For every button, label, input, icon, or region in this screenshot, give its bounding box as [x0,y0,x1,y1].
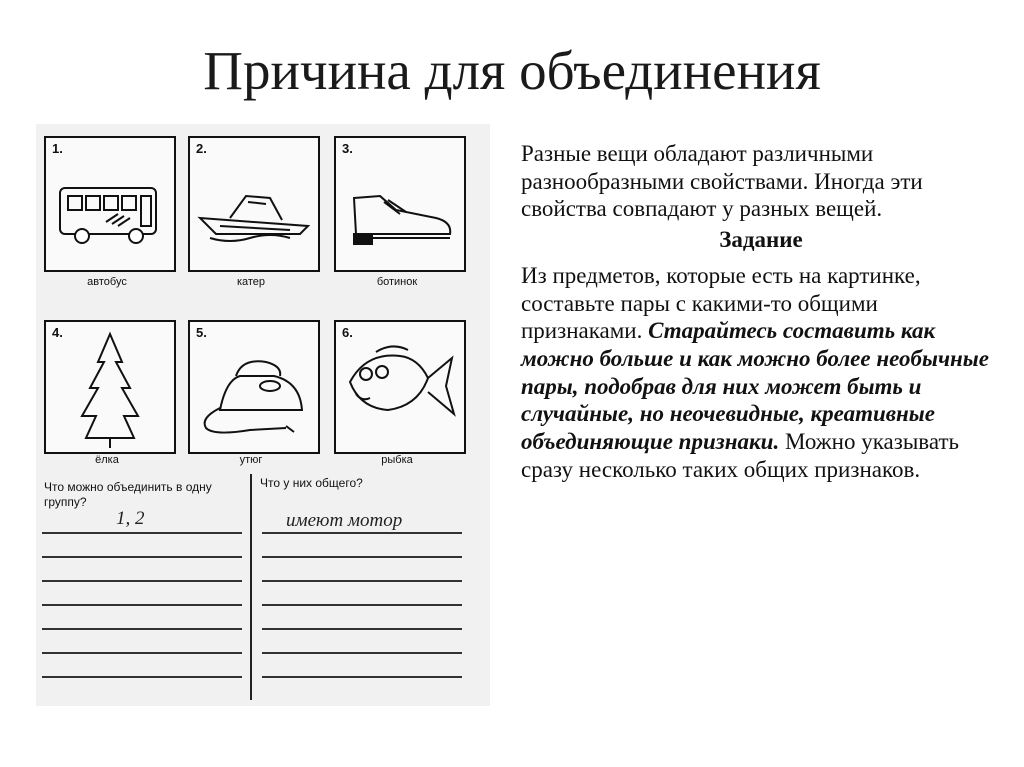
answer-line [42,556,242,558]
fir-tree-icon [46,322,174,452]
task-heading: Задание [719,227,803,253]
caption-fish: рыбка [381,454,413,466]
question-right: Что у них общего? [260,476,363,490]
cell-number: 4. [52,325,63,340]
intro-paragraph: Разные вещи обладают различными разнообразными свойствами. Иногда эти свойства совпадают у разных вещей. [521,141,923,222]
fish-icon [336,322,464,452]
slide-title: Причина для объединения [203,40,821,101]
task-text: Из предметов, которые есть на картинке, составьте пары с какими-то общими признаками. [521,262,921,344]
motorboat-icon [190,138,318,270]
cell-number: 1. [52,141,63,156]
cell-number: 2. [196,141,207,156]
answer-line [262,676,462,678]
answer-line [42,628,242,630]
answer-line [262,604,462,606]
task-text-block [521,140,1001,483]
iron-icon [190,322,318,452]
worksheet-image [36,124,490,706]
caption-fir-tree: ёлка [95,454,119,466]
answer-line [42,652,242,654]
cell-number: 5. [196,325,207,340]
caption-bus: автобус [87,276,127,288]
answer-line [262,652,462,654]
shoe-icon [336,138,464,270]
cell-iron [188,320,320,454]
cell-number: 3. [342,141,353,156]
answer-line [42,580,242,582]
bus-icon [46,138,174,270]
cell-shoe [334,136,466,272]
answer-line [42,604,242,606]
answer-line [262,532,462,534]
example-pair: 1, 2 [116,508,145,529]
caption-motorboat: катер [236,276,266,288]
answer-line [262,556,462,558]
cell-number: 6. [342,325,353,340]
answer-line [262,580,462,582]
cell-fir-tree [44,320,176,454]
closing-text: Можно указывать сразу несколько таких общих признаков. [521,429,959,482]
task-paragraph [521,262,1001,484]
answer-line [262,628,462,630]
question-left: Что можно объединить в одну группу? [44,480,212,509]
cell-fish [334,320,466,454]
answer-line [42,676,242,678]
cell-bus [44,136,176,272]
answer-line [42,532,242,534]
cell-motorboat [188,136,320,272]
caption-iron: утюг [239,454,263,466]
emphasis-text: Старайтесь составить как можно больше и как можно более необычные пары, подобрав для них может быть и случайные, но неочевидные, креативные объединяющие признаки. [521,318,989,455]
column-divider [250,474,252,700]
example-feature: имеют мотор [286,510,403,531]
caption-shoe: ботинок [376,276,418,288]
